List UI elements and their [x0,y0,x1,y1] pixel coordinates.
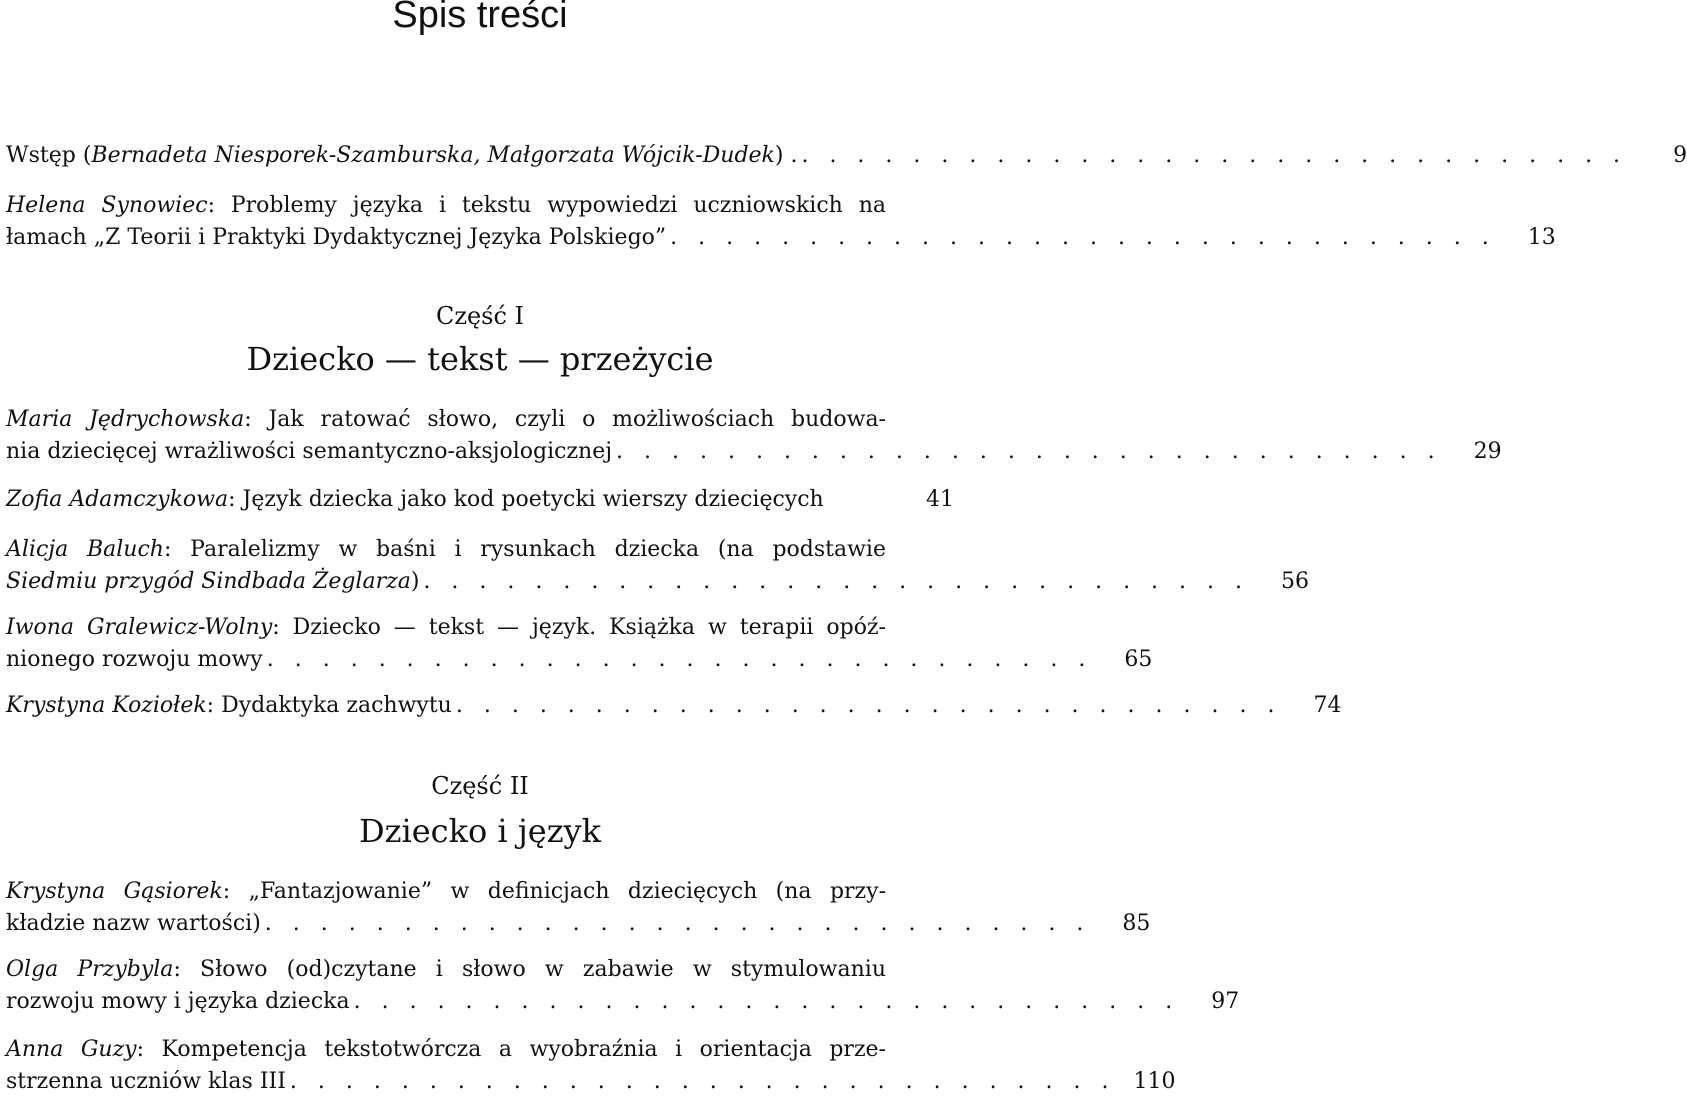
entry-page-number: 56 [1281,569,1310,594]
entry-author: Krystyna Gąsiorek [6,879,223,904]
entry-author: Alicja Baluch [6,537,164,562]
entry-title-line2: ) [410,569,420,594]
entry-page-number: 97 [1211,989,1240,1014]
entry-author: Bernadeta Niesporek-Szamburska, Małgorzata Wójcik-Dudek [91,143,775,168]
entry-title-line2: rozwoju mowy i języka dziecka [6,989,350,1014]
part-label: Część I [435,302,525,330]
entry-title-line1: : Kompetencja tekstotwórcza a wyobraźnia i orientacja prze- [136,1037,886,1062]
entry-author: Krystyna Koziołek [6,693,207,718]
leader-dots: . . . . . . . . . . . . . . . . . . . . . . . . . . . . . . [423,569,1250,594]
page-title: Spis treści [392,0,568,36]
leader-dots: . . . . . . . . . . . . . . . . . . . . . . . . . . . . . . [289,1069,1116,1094]
entry-title: : Dydaktyka zachwytu [206,693,452,718]
entry-title-line2: strzenna uczniów klas III [6,1069,286,1094]
toc-entry-koziolek[interactable] [6,690,1342,722]
entry-author: Helena Synowiec [6,193,208,218]
entry-title-line1: : „Fantazjowanie” w definicjach dziecięcych (na przy- [222,879,886,904]
entry-title-line1: : Paralelizmy w baśni i rysunkach dziecka (na podstawie [163,537,886,562]
entry-page-number: 85 [1122,911,1151,936]
leader-dots: . . . . . . . . . . . . . . . . . . . . . . . . . . . . . . [264,911,1091,936]
entry-author: Olga Przybyla [6,957,174,982]
entry-page-number: 41 [926,487,954,512]
leader-dots: . . . . . . . . . . . . . . . . . . . . . . . . . . . . . . [266,647,1093,672]
toc-entry-intro[interactable] [6,140,1687,172]
toc-entry-gasiorek[interactable] [6,876,1151,940]
entry-author: Zofia Adamczykowa [6,487,229,512]
entry-title-line1: : Problemy języka i tekstu wypowiedzi uczniowskich na [207,193,886,218]
entry-title-line2: łamach „Z Teorii i Praktyki Dydaktycznej Języka Polskiego” [6,225,667,250]
entry-title-line2: nia dziecięcej wrażliwości semantyczno-aksjologicznej [6,439,613,464]
toc-entry-jedrychowska[interactable] [6,404,1502,468]
part-title: Dziecko i język [358,812,602,850]
entry-page-number: 74 [1313,693,1342,718]
toc-entry-gralewicz-wolny[interactable] [6,612,1153,676]
toc-entry-adamczykowa[interactable] [6,484,954,516]
leader-dots: . . . . . . . . . . . . . . . . . . . . . . . . . . . . . . [670,225,1496,250]
entry-title-line2: kładzie nazw wartości) [6,911,261,936]
part-label: Część II [431,772,529,800]
entry-title-line2: nionego rozwoju mowy [6,647,263,672]
entry-title: : Język dziecka jako kod poetycki wierszy dziecięcych [228,487,824,512]
entry-page-number: 29 [1473,439,1502,464]
toc-entry-synowiec[interactable] [6,190,1556,254]
entry-author: Maria Jędrychowska [6,407,245,432]
toc-entry-guzy[interactable] [6,1034,1176,1098]
entry-title: ) . [774,143,798,168]
part-title: Dziecko — tekst — przeżycie [246,340,714,378]
toc-entry-przybyla[interactable] [6,954,1240,1018]
entry-prefix: Wstęp ( [6,143,92,168]
entry-author: Iwona Gralewicz-Wolny [6,615,273,640]
entry-title-line1: : Dziecko — tekst — język. Książka w terapii opóź- [272,615,886,640]
entry-page-number: 65 [1124,647,1153,672]
leader-dots: . . . . . . . . . . . . . . . . . . . . . . . . . . . . . . [353,989,1180,1014]
leader-dots: . . . . . . . . . . . . . . . . . . . . . . . . . . . . . . [616,439,1442,464]
leader-dots: . . . . . . . . . . . . . . . . . . . . . . . . . . . . . . [455,693,1282,718]
entry-title-line1: : Słowo (od)czytane i słowo w zabawie w stymulowaniu [173,957,886,982]
entry-page-number: 13 [1527,225,1556,250]
entry-page-number: 110 [1133,1069,1176,1094]
entry-page-number: 9 [1673,143,1687,168]
toc-entry-baluch[interactable] [6,534,1310,598]
entry-title-line1: : Jak ratować słowo, czyli o możliwościach budowa- [244,407,886,432]
leader-dots: . . . . . . . . . . . . . . . . . . . . . . . . . . . . . . [801,143,1628,168]
entry-book-title: Siedmiu przygód Sindbada Żeglarza [6,569,411,594]
entry-author: Anna Guzy [6,1037,137,1062]
